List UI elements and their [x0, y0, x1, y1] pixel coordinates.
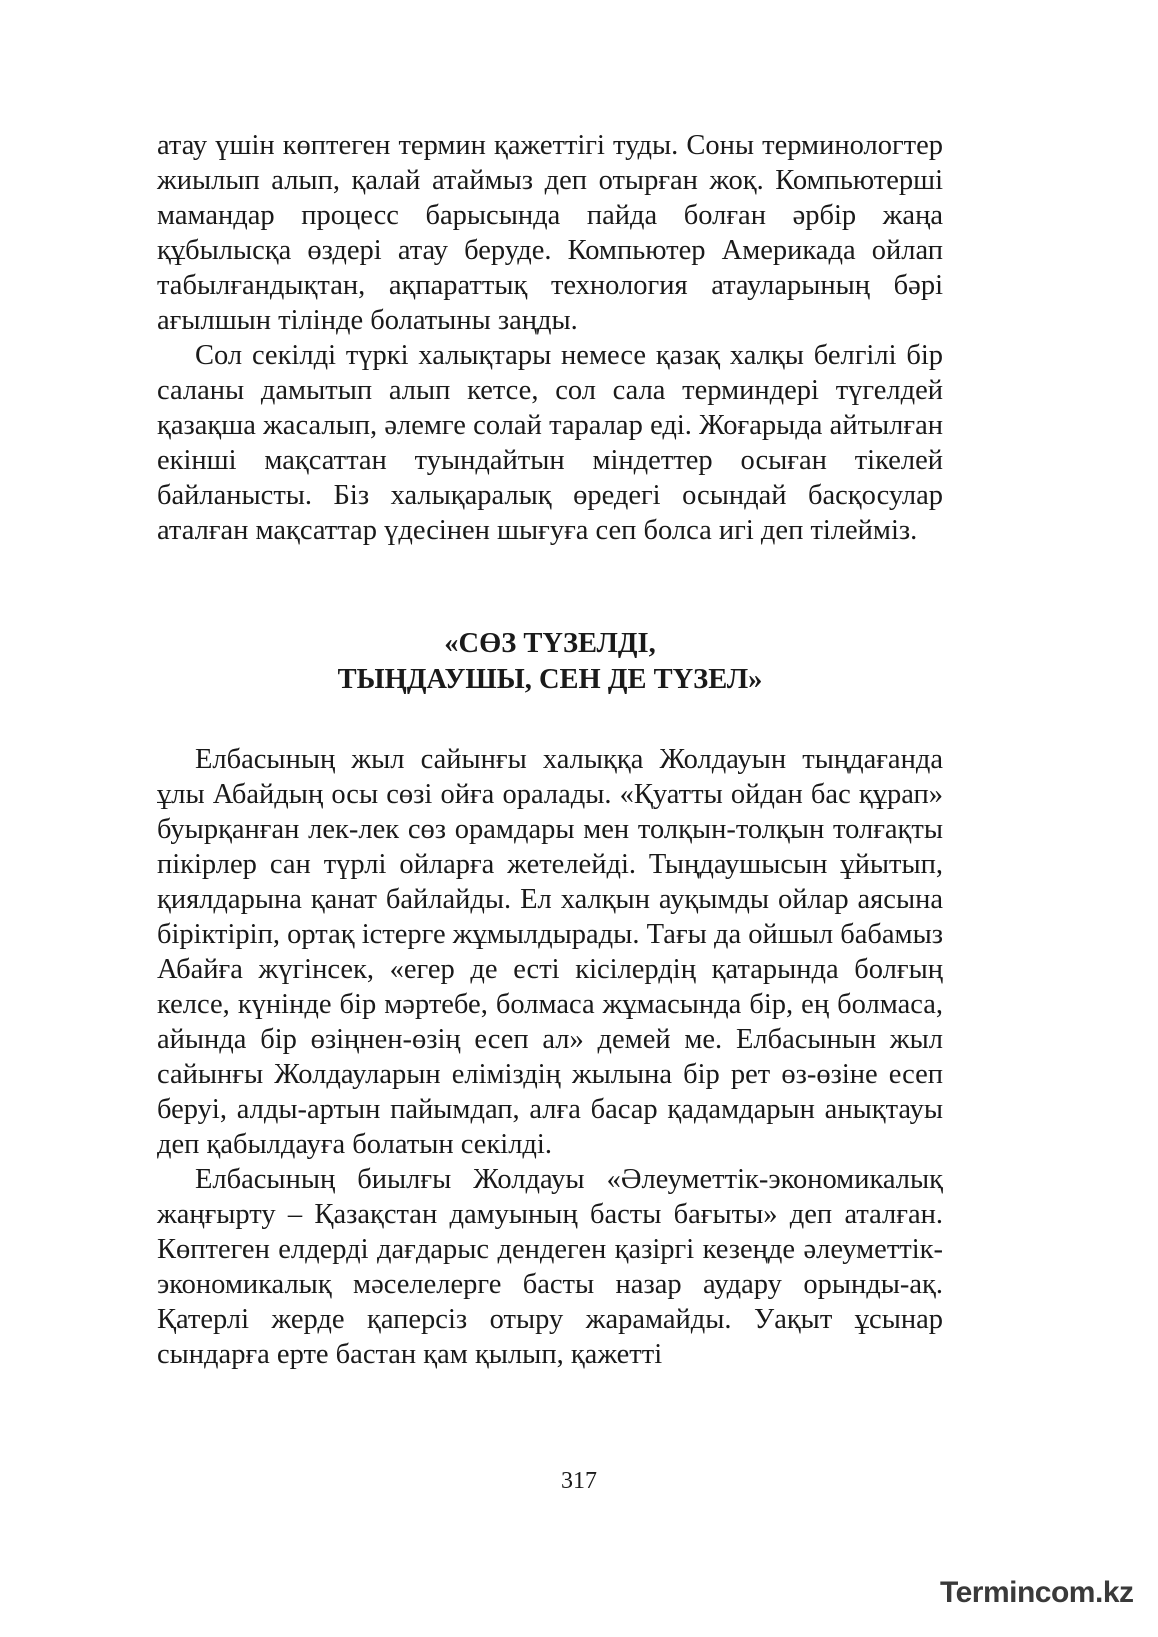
paragraph-continued: атау үшін көптеген термин қажеттігі туды. Соны терминологтер жиылып алып, қалай атаймыз деп отырған жоқ. Компьютерші мамандар процесс барысында пайда болған әрбір жаңа құбылысқа өздері атау беруде. Компьютер Америкада ойлап табылғандықтан, ақпараттық технология атауларының бәрі ағылшын тілінде болатыны заңды.: [157, 130, 943, 336]
section-heading-line-1: «СӨЗ ТҮЗЕЛДІ,: [444, 628, 656, 659]
paragraph: Сол секілді түркі халықтары немесе қазақ халқы белгілі бір саланы дамытып алып кетсе, сол сала терминдері түгелдей қазақша жасалып, әлемге солай таралар еді. Жоғарыда айтылған екінші мақсаттан туындайтын міндеттер осыған тікелей байланысты. Біз халықаралық өредегі осындай басқосулар аталған мақсаттар үдесінен шығуға сеп болса игі деп тілейміз.: [157, 340, 943, 546]
section-heading-line-2: ТЫҢДАУШЫ, СЕН ДЕ ТҮЗЕЛ»: [337, 664, 763, 695]
watermark-logo: [940, 1576, 1140, 1616]
watermark-text: Termincom.kz: [940, 1576, 1134, 1609]
paragraph: Елбасының жыл сайынғы халыққа Жолдауын тыңдағанда ұлы Абайдың осы сөзі ойға оралады. «Қуатты ойдан бас құрап» буырқанған лек-лек сөз орамдары мен толқын-толқын толғақты пікірлер сан түрлі ойларға жетелейді. Тыңдаушысын ұйытып, қиялдарына қанат байлайды. Ел халқын ауқымды ойлар аясына біріктіріп, ортақ істерге жұмылдырады. Тағы да ойшыл бабамыз Абайға жүгінсек, «егер де есті кісілердің қатарында болғың келсе, күнінде бір мәртебе, болмаса жұмасында бір, ең болмаса, айында бір өзіңнен-өзің есеп ал» демей ме. Елбасынын жыл сайынғы Жолдауларын еліміздің жылына бір рет өз-өзіне есеп беруі, алды-артын пайымдап, алға басар қадамдарын анықтауы деп қабылдауға болатын секілді.: [157, 744, 943, 1160]
page-number: 317: [561, 1468, 597, 1494]
section-heading: [157, 626, 943, 698]
paragraph: Елбасының биылғы Жолдауы «Әлеуметтік-экономикалық жаңғырту – Қазақстан дамуының басты бағыты» деп аталған. Көптеген елдерді дағдарыс дендеген қазіргі кезеңде әлеуметтік-экономикалық мәселелерге басты назар аудару орынды-ақ. Қатерлі жерде қаперсіз отыру жарамайды. Уақыт ұсынар сындарға ерте бастан қам қылып, қажетті: [157, 1164, 943, 1370]
page-body: [157, 128, 943, 1372]
